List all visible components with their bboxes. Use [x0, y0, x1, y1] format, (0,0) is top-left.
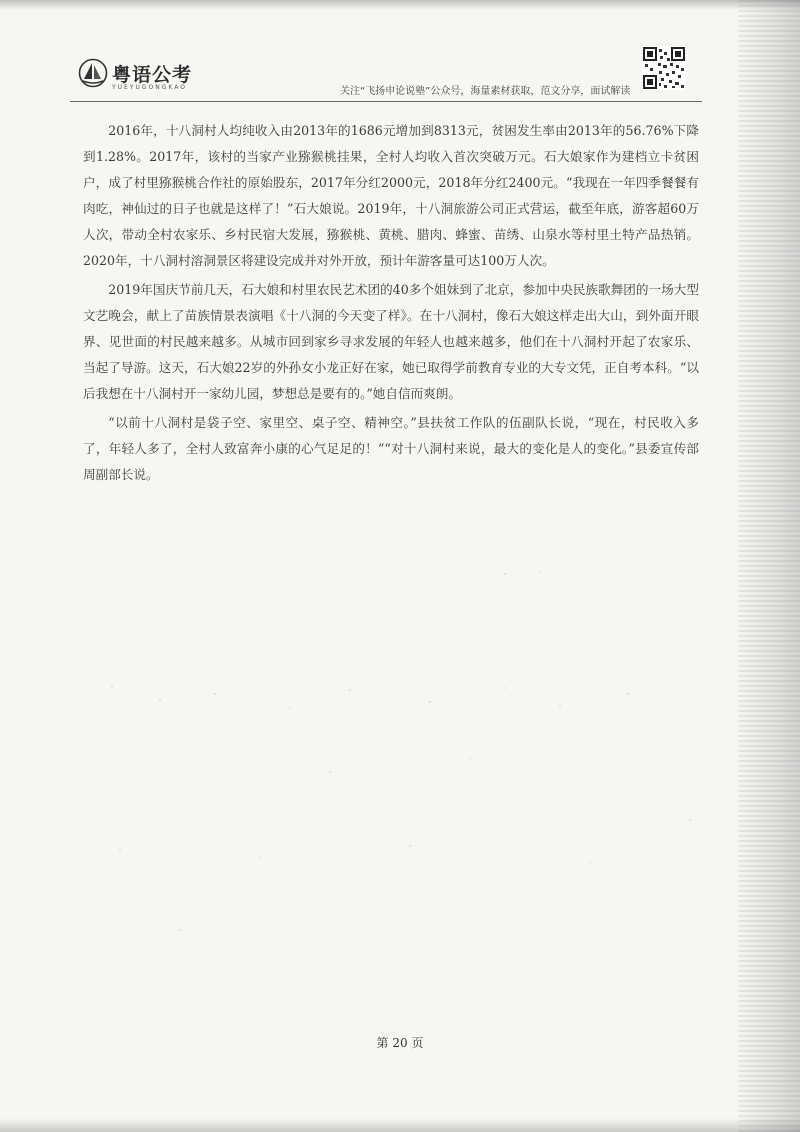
scan-edge-bottom: [0, 1118, 800, 1132]
brand-logo-text: 粤语公考: [112, 64, 193, 86]
scan-edge-top: [0, 0, 800, 10]
article-body: [83, 118, 699, 491]
header-tagline: 关注“飞扬申论说塾”公众号，海量素材获取，范文分享，面试解读: [340, 86, 631, 97]
page-number: 第 20 页: [376, 1036, 424, 1050]
header-divider: [70, 101, 702, 102]
paragraph: 2016年，十八洞村人均纯收入由2013年的1686元增加到8313元，贫困发生率由2013年的56.76%下降到1.28%。2017年，该村的当家产业猕猴桃挂果，全村人均收入首次突破万元。石大娘家作为建档立卡贫困户，成了村里猕猴桃合作社的原始股东，2017年分红2000元，2018年分红2400元。“我现在一年四季餐餐有肉吃，神仙过的日子也就是这样了！”石大娘说。2019年，十八洞旅游公司正式营运，截至年底，游客超60万人次，带动全村农家乐、乡村民宿大发展，猕猴桃、黄桃、腊肉、蜂蜜、苗绣、山泉水等村里土特产品热销。2020年，十八洞村溶洞景区将建设完成并对外开放，预计年游客量可达100万人次。: [83, 123, 699, 268]
paragraph: 2019年国庆节前几天，石大娘和村里农民艺术团的40多个姐妹到了北京，参加中央民族歌舞团的一场大型文艺晚会，献上了苗族情景表演唱《十八洞的今天变了样》。在十八洞村，像石大娘这样走出大山，到外面开眼界、见世面的村民越来越多。从城市回到家乡寻求发展的年轻人也越来越多，他们在十八洞村开起了农家乐、当起了导游。这天，石大娘22岁的外孙女小龙正好在家，她已取得学前教育专业的大专文凭，正自考本科。“以后我想在十八洞村开一家幼儿园，梦想总是要有的。”她自信而爽朗。: [83, 282, 699, 401]
qr-code-icon: [642, 46, 686, 90]
paragraph: “以前十八洞村是袋子空、家里空、桌子空、精神空。”县扶贫工作队的伍副队长说，“现在，村民收入多了，年轻人多了，全村人致富奔小康的心气足足的！”“对十八洞村来说，最大的变化是人的变化。”县委宣传部周副部长说。: [83, 415, 699, 482]
scan-edge-right: [738, 0, 800, 1132]
sailboat-icon: [78, 58, 108, 88]
brand-logo-subtitle: YUEYUGONGKAO: [112, 84, 187, 91]
page-header: [70, 52, 700, 102]
